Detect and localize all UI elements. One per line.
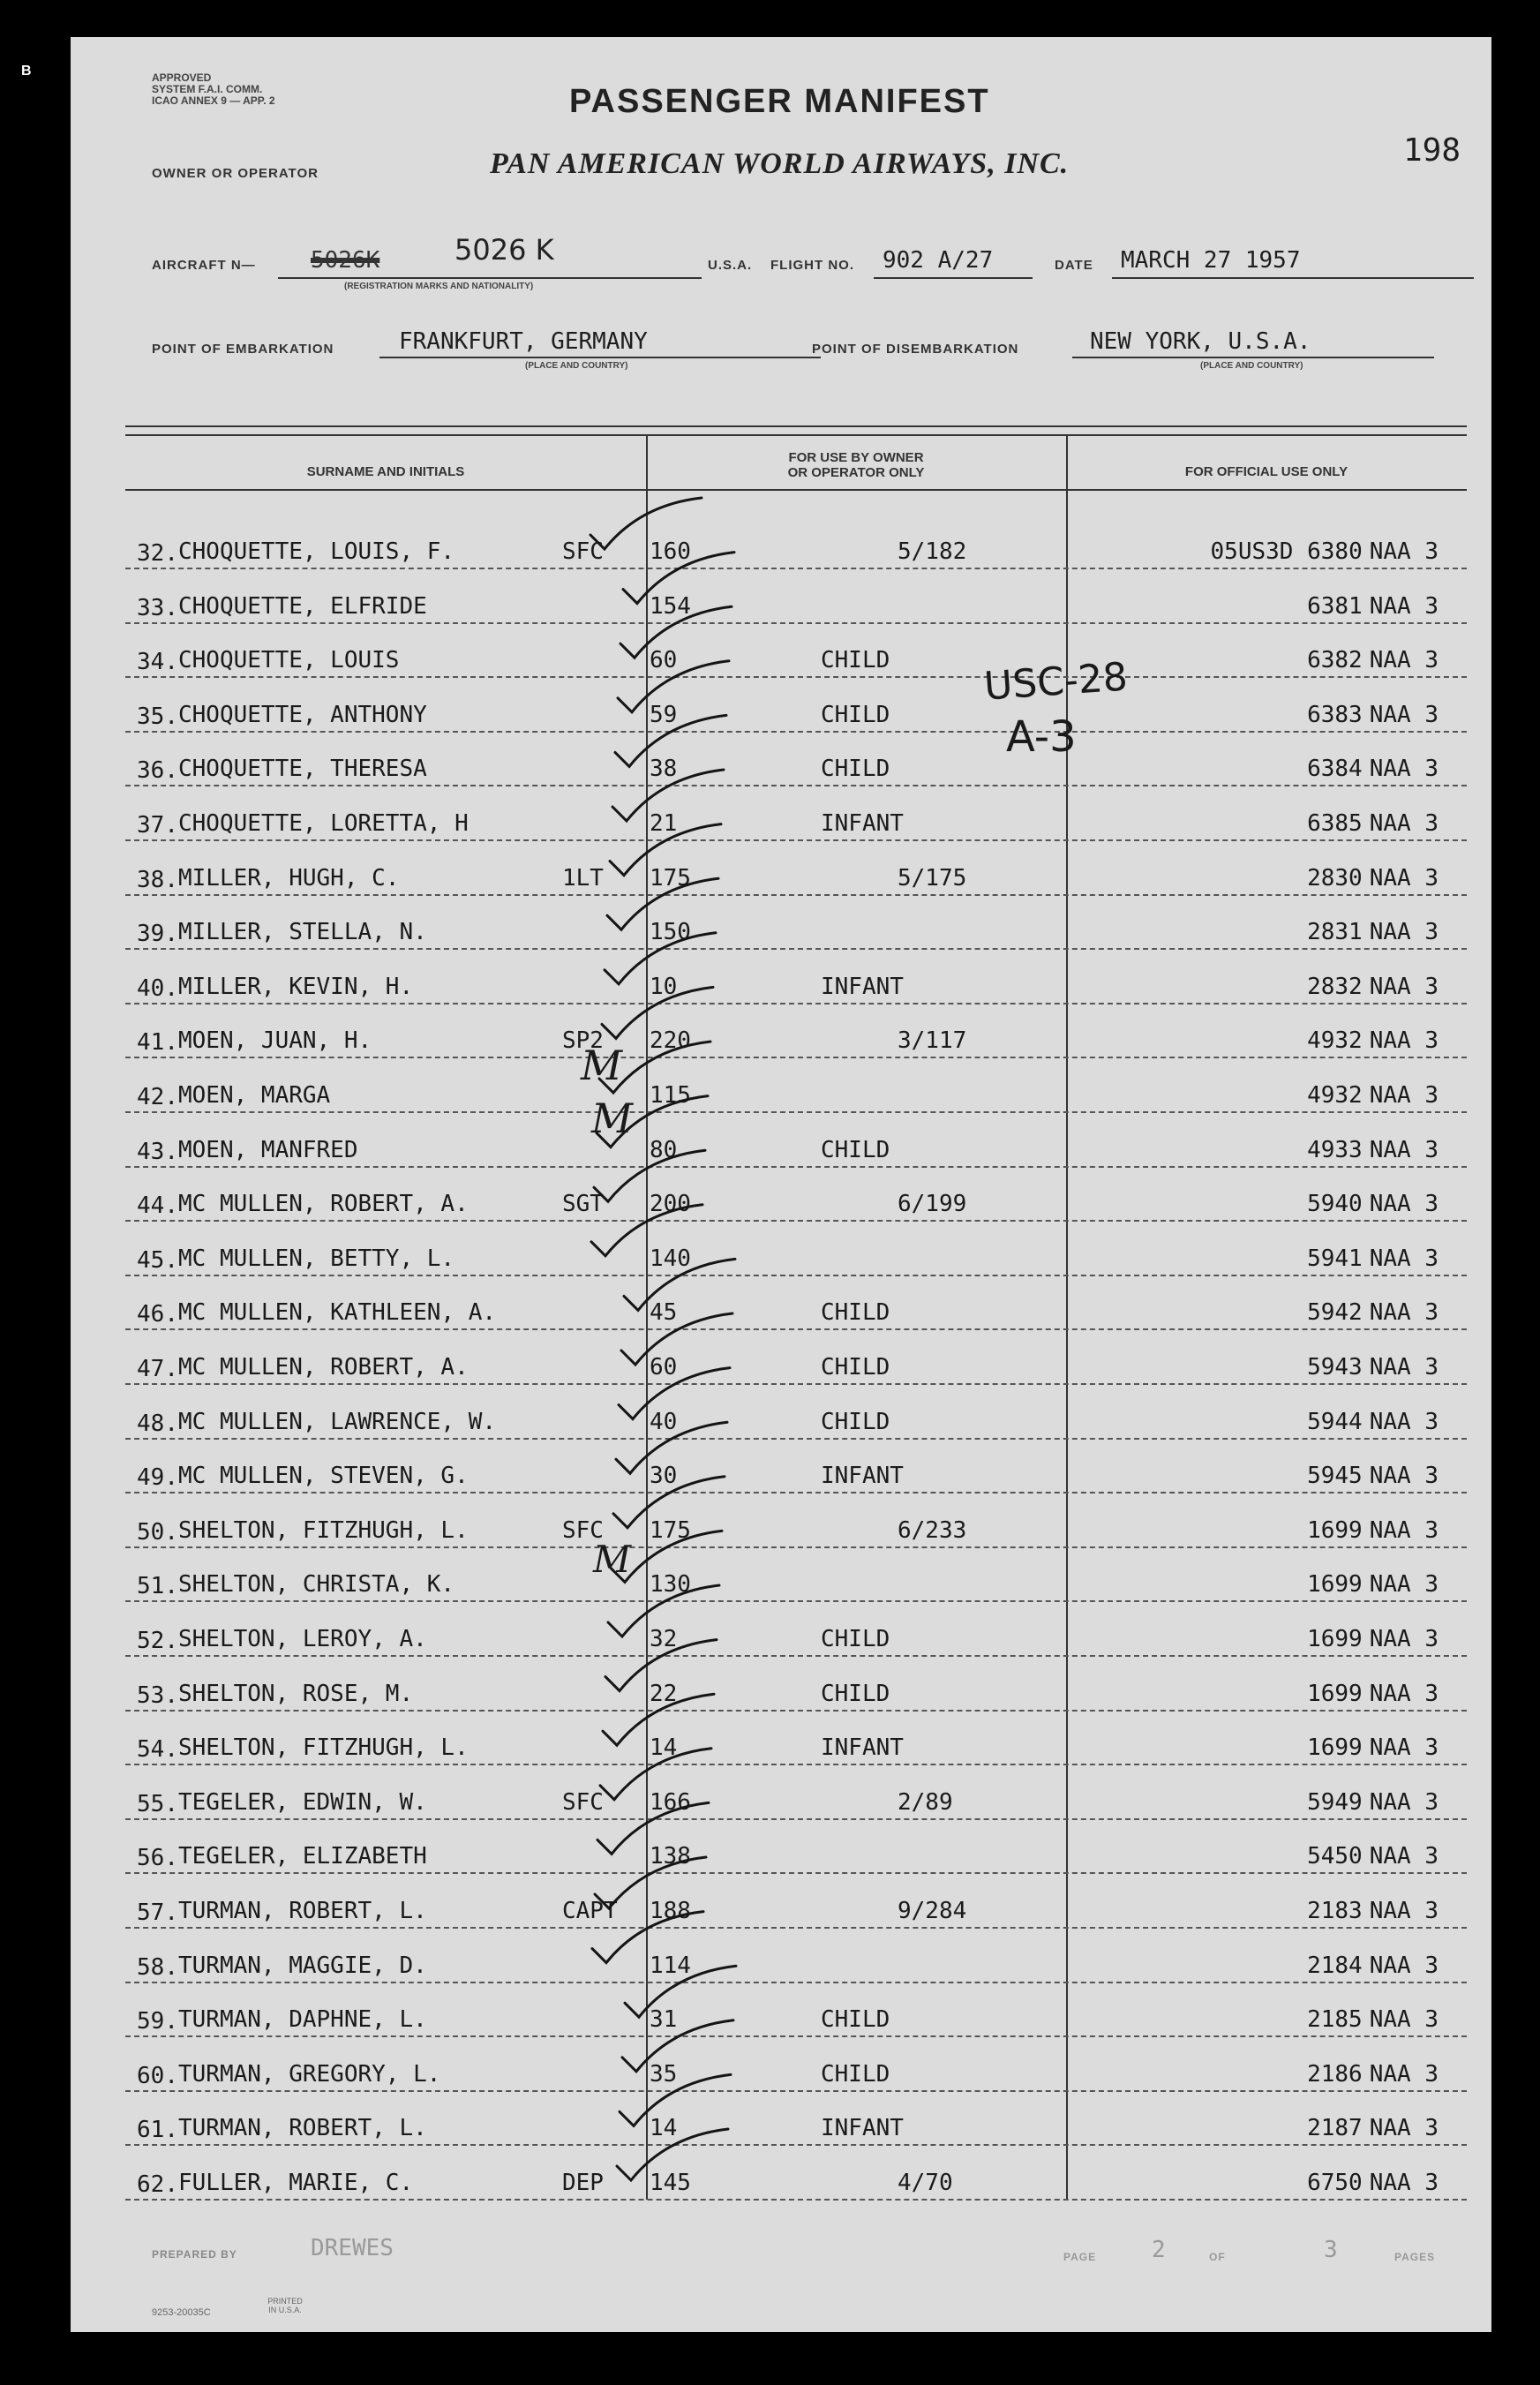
official-code: 1699 bbox=[1307, 1734, 1363, 1762]
column-header-official: FOR OFFICIAL USE ONLY bbox=[1184, 464, 1348, 479]
handwritten-mark: M bbox=[591, 1095, 634, 1142]
official-code: 2186 bbox=[1307, 2060, 1363, 2088]
check-mark-icon bbox=[602, 987, 713, 1038]
row-number: 51. bbox=[137, 1573, 178, 1600]
check-mark-icon bbox=[595, 1857, 706, 1908]
passenger-name: MC MULLEN, BETTY, L. bbox=[178, 1245, 455, 1272]
official-naa: NAA 3 bbox=[1369, 864, 1439, 892]
passenger-name: SHELTON, FITZHUGH, L. bbox=[178, 1516, 469, 1544]
row-number: 44. bbox=[137, 1192, 178, 1220]
passenger-name: CHOQUETTE, ELFRIDE bbox=[178, 592, 427, 620]
passenger-weight: 115 bbox=[650, 1082, 691, 1109]
official-code: 2184 bbox=[1307, 1952, 1363, 1979]
flight-label: FLIGHT NO. bbox=[770, 258, 854, 273]
row-number: 35. bbox=[137, 703, 178, 730]
official-code: 2185 bbox=[1307, 2006, 1363, 2034]
embark-caption: (PLACE AND COUNTRY) bbox=[525, 361, 628, 371]
row-number: 53. bbox=[137, 1682, 178, 1709]
check-mark-icon bbox=[603, 1694, 714, 1745]
official-code: 4933 bbox=[1307, 1136, 1363, 1163]
passenger-category: CHILD bbox=[821, 1354, 890, 1381]
official-naa: NAA 3 bbox=[1369, 538, 1439, 565]
row-number: 55. bbox=[137, 1790, 178, 1817]
check-mark-icon bbox=[620, 606, 732, 658]
check-mark-icon bbox=[619, 1368, 730, 1419]
passenger-category: CHILD bbox=[821, 701, 890, 728]
official-code: 05US3D 6380 bbox=[1210, 538, 1363, 565]
passenger-category: CHILD bbox=[821, 647, 890, 674]
passenger-name: TURMAN, ROBERT, L. bbox=[178, 1898, 427, 1924]
row-number: 54. bbox=[137, 1736, 178, 1764]
row-number: 57. bbox=[137, 1900, 178, 1926]
passenger-rank: SFC bbox=[562, 1788, 604, 1816]
official-naa: NAA 3 bbox=[1369, 1299, 1439, 1327]
row-number: 61. bbox=[137, 2117, 178, 2144]
passenger-name: TURMAN, GREGORY, L. bbox=[178, 2060, 441, 2088]
check-mark-icon bbox=[623, 553, 734, 604]
aircraft-handwritten: 5026 K bbox=[454, 233, 554, 267]
row-number: 32. bbox=[137, 540, 178, 567]
official-code: 4932 bbox=[1307, 1027, 1363, 1055]
flight-number: 902 A/27 bbox=[883, 247, 994, 274]
disembark-value: NEW YORK, U.S.A. bbox=[1090, 328, 1311, 355]
official-code: 5940 bbox=[1307, 1191, 1363, 1218]
disembark-label: POINT OF DISEMBARKATION bbox=[812, 342, 1019, 357]
official-naa: NAA 3 bbox=[1369, 1626, 1439, 1652]
passenger-name: MC MULLEN, ROBERT, A. bbox=[178, 1354, 469, 1381]
passenger-rank: DEP bbox=[562, 2170, 604, 2196]
handwritten-mark: M bbox=[593, 1538, 632, 1581]
passenger-category: CHILD bbox=[821, 1299, 890, 1327]
row-number: 34. bbox=[137, 649, 178, 676]
row-number: 41. bbox=[137, 1029, 178, 1057]
row-number: 48. bbox=[137, 1410, 178, 1437]
row-number: 46. bbox=[137, 1301, 178, 1328]
passenger-category: INFANT bbox=[821, 810, 904, 837]
passenger-weight: 35 bbox=[650, 2060, 678, 2088]
check-mark-icon bbox=[605, 1640, 717, 1691]
passenger-category: INFANT bbox=[821, 973, 904, 1000]
official-naa: NAA 3 bbox=[1369, 701, 1439, 728]
print-stamp: PRINTED IN U.S.A. bbox=[267, 2297, 303, 2314]
passenger-weight: 150 bbox=[650, 919, 691, 946]
official-code: 1699 bbox=[1307, 1571, 1363, 1599]
row-number: 42. bbox=[137, 1084, 178, 1110]
approved-line: SYSTEM F.A.I. COMM. bbox=[152, 83, 263, 95]
passenger-weight: 160 bbox=[650, 538, 691, 565]
page-total: 3 bbox=[1324, 2237, 1338, 2263]
passenger-name: TURMAN, ROBERT, L. bbox=[178, 2115, 427, 2142]
row-number: 52. bbox=[137, 1628, 178, 1654]
official-naa: NAA 3 bbox=[1369, 2006, 1439, 2034]
passenger-weight: 31 bbox=[650, 2006, 678, 2034]
row-number: 58. bbox=[137, 1953, 178, 1981]
official-naa: NAA 3 bbox=[1369, 1516, 1439, 1544]
approved-line: ICAO ANNEX 9 — APP. 2 bbox=[152, 94, 275, 107]
page-of-label: OF bbox=[1209, 2251, 1226, 2263]
official-code: 5941 bbox=[1307, 1245, 1363, 1272]
passenger-weight: 154 bbox=[650, 592, 691, 620]
handwritten-usc-sub: A-3 bbox=[1006, 712, 1077, 762]
official-naa: NAA 3 bbox=[1369, 2115, 1439, 2142]
passenger-name: MC MULLEN, LAWRENCE, W. bbox=[178, 1408, 497, 1435]
row-number: 47. bbox=[137, 1356, 178, 1382]
official-code: 5942 bbox=[1307, 1299, 1363, 1327]
row-number: 38. bbox=[137, 866, 178, 893]
check-mark-icon bbox=[617, 2129, 728, 2180]
official-naa: NAA 3 bbox=[1369, 592, 1439, 620]
passenger-baggage: 5/182 bbox=[898, 538, 967, 565]
passenger-name: CHOQUETTE, THERESA bbox=[178, 756, 427, 783]
embark-value: FRANKFURT, GERMANY bbox=[399, 328, 648, 355]
passenger-weight: 220 bbox=[650, 1027, 691, 1055]
passenger-weight: 130 bbox=[650, 1571, 691, 1599]
passenger-name: SHELTON, LEROY, A. bbox=[178, 1626, 427, 1652]
official-code: 5943 bbox=[1307, 1354, 1363, 1381]
embark-label: POINT OF EMBARKATION bbox=[152, 342, 334, 357]
passenger-weight: 80 bbox=[650, 1136, 678, 1163]
passenger-baggage: 4/70 bbox=[898, 2170, 953, 2196]
aircraft-struck: 5026K bbox=[311, 247, 380, 274]
passenger-weight: 38 bbox=[650, 756, 678, 783]
handwritten-marks bbox=[71, 37, 1491, 2332]
passenger-rank: SGT bbox=[562, 1191, 604, 1218]
official-naa: NAA 3 bbox=[1369, 1571, 1439, 1599]
pages-label: PAGES bbox=[1394, 2251, 1436, 2263]
prepared-by-label: PREPARED BY bbox=[152, 2248, 237, 2261]
passenger-category: CHILD bbox=[821, 756, 890, 783]
official-naa: NAA 3 bbox=[1369, 919, 1439, 946]
official-code: 6381 bbox=[1307, 592, 1363, 620]
passenger-weight: 45 bbox=[650, 1299, 678, 1327]
official-naa: NAA 3 bbox=[1369, 1734, 1439, 1762]
official-code: 2832 bbox=[1307, 973, 1363, 1000]
passenger-baggage: 6/233 bbox=[898, 1516, 967, 1544]
official-naa: NAA 3 bbox=[1369, 2170, 1439, 2196]
handwritten-usc-code: USC-28 bbox=[982, 654, 1130, 710]
passenger-weight: 32 bbox=[650, 1626, 678, 1652]
official-naa: NAA 3 bbox=[1369, 1082, 1439, 1109]
passenger-name: CHOQUETTE, LORETTA, H bbox=[178, 810, 469, 837]
passenger-category: CHILD bbox=[821, 1680, 890, 1707]
check-mark-icon bbox=[597, 1802, 709, 1854]
airline-name: PAN AMERICAN WORLD AIRWAYS, INC. bbox=[490, 147, 1070, 180]
row-number: 33. bbox=[137, 594, 178, 621]
official-naa: NAA 3 bbox=[1369, 1408, 1439, 1435]
passenger-name: MOEN, MANFRED bbox=[178, 1136, 358, 1163]
passenger-rank: SFC bbox=[562, 1516, 604, 1544]
manifest-sheet bbox=[21, 37, 1491, 2332]
official-naa: NAA 3 bbox=[1369, 2060, 1439, 2088]
official-code: 1699 bbox=[1307, 1516, 1363, 1544]
check-mark-icon bbox=[615, 715, 726, 766]
official-code: 5949 bbox=[1307, 1788, 1363, 1816]
passenger-category: CHILD bbox=[821, 2006, 890, 2034]
check-mark-icon bbox=[594, 1150, 705, 1201]
official-code: 6384 bbox=[1307, 756, 1363, 783]
passenger-baggage: 3/117 bbox=[898, 1027, 967, 1055]
passenger-weight: 175 bbox=[650, 1516, 691, 1544]
passenger-name: MILLER, HUGH, C. bbox=[178, 864, 400, 892]
passenger-weight: 40 bbox=[650, 1408, 678, 1435]
row-number: 36. bbox=[137, 757, 178, 785]
official-naa: NAA 3 bbox=[1369, 647, 1439, 674]
passenger-weight: 200 bbox=[650, 1191, 691, 1218]
passenger-name: MC MULLEN, STEVEN, G. bbox=[178, 1463, 469, 1490]
official-naa: NAA 3 bbox=[1369, 1680, 1439, 1707]
row-number: 56. bbox=[137, 1845, 178, 1872]
check-mark-icon bbox=[591, 1205, 702, 1256]
passenger-category: CHILD bbox=[821, 2060, 890, 2088]
official-code: 6382 bbox=[1307, 647, 1363, 674]
official-naa: NAA 3 bbox=[1369, 973, 1439, 1000]
official-code: 6750 bbox=[1307, 2170, 1363, 2196]
column-header-owner-line: OR OPERATOR ONLY bbox=[787, 465, 925, 480]
passenger-weight: 140 bbox=[650, 1245, 691, 1272]
official-code: 1699 bbox=[1307, 1680, 1363, 1707]
official-code: 6383 bbox=[1307, 701, 1363, 728]
passenger-name: MC MULLEN, ROBERT, A. bbox=[178, 1191, 469, 1218]
column-header-owner-line: FOR USE BY OWNER bbox=[788, 450, 924, 465]
passenger-name: MC MULLEN, KATHLEEN, A. bbox=[178, 1299, 497, 1327]
passenger-weight: 21 bbox=[650, 810, 678, 837]
passenger-name: MOEN, MARGA bbox=[178, 1082, 331, 1109]
check-mark-icon bbox=[620, 2074, 731, 2125]
passenger-name: SHELTON, ROSE, M. bbox=[178, 1680, 414, 1707]
check-mark-icon bbox=[608, 1585, 719, 1636]
passenger-name: FULLER, MARIE, C. bbox=[178, 2170, 414, 2196]
aircraft-label: AIRCRAFT N— bbox=[152, 258, 256, 273]
official-code: 2830 bbox=[1307, 864, 1363, 892]
passenger-name: TEGELER, EDWIN, W. bbox=[178, 1788, 427, 1816]
official-code: 4932 bbox=[1307, 1082, 1363, 1109]
check-mark-icon bbox=[616, 1422, 727, 1473]
column-header-surname: SURNAME AND INITIALS bbox=[306, 464, 465, 479]
official-naa: NAA 3 bbox=[1369, 1354, 1439, 1381]
official-code: 5945 bbox=[1307, 1463, 1363, 1490]
row-number: 60. bbox=[137, 2062, 178, 2089]
passenger-weight: 22 bbox=[650, 1680, 678, 1707]
registration-caption: (REGISTRATION MARKS AND NATIONALITY) bbox=[344, 282, 534, 291]
passenger-category: INFANT bbox=[821, 1734, 904, 1762]
check-mark-icon bbox=[624, 1259, 735, 1310]
official-code: 5450 bbox=[1307, 1843, 1363, 1870]
passenger-name: MILLER, STELLA, N. bbox=[178, 919, 427, 946]
passenger-category: CHILD bbox=[821, 1408, 890, 1435]
official-code: 2183 bbox=[1307, 1898, 1363, 1924]
corner-mark: B bbox=[21, 64, 33, 79]
row-number: 45. bbox=[137, 1246, 178, 1274]
official-naa: NAA 3 bbox=[1369, 1788, 1439, 1816]
passenger-weight: 60 bbox=[650, 647, 678, 674]
row-number: 43. bbox=[137, 1138, 178, 1165]
handwritten-mark: M bbox=[581, 1042, 623, 1089]
passenger-weight: 166 bbox=[650, 1788, 691, 1816]
row-number: 62. bbox=[137, 2171, 178, 2198]
passenger-rank: SP2 bbox=[562, 1027, 604, 1055]
passenger-name: SHELTON, FITZHUGH, L. bbox=[178, 1734, 469, 1762]
row-number: 40. bbox=[137, 974, 178, 1002]
official-code: 5944 bbox=[1307, 1408, 1363, 1435]
page-label: PAGE bbox=[1063, 2251, 1097, 2263]
passenger-name: MILLER, KEVIN, H. bbox=[178, 973, 414, 1000]
check-mark-icon bbox=[607, 878, 718, 929]
passenger-name: TURMAN, MAGGIE, D. bbox=[178, 1952, 427, 1979]
check-mark-icon bbox=[600, 1749, 711, 1800]
official-naa: NAA 3 bbox=[1369, 1191, 1439, 1218]
passenger-category: CHILD bbox=[821, 1626, 890, 1652]
passenger-baggage: 2/89 bbox=[898, 1788, 953, 1816]
row-number: 50. bbox=[137, 1518, 178, 1546]
passenger-weight: 10 bbox=[650, 973, 678, 1000]
passenger-weight: 14 bbox=[650, 1734, 678, 1762]
page-title: PASSENGER MANIFEST bbox=[569, 83, 990, 120]
official-naa: NAA 3 bbox=[1369, 1136, 1439, 1163]
flight-date: MARCH 27 1957 bbox=[1121, 247, 1301, 274]
official-naa: NAA 3 bbox=[1369, 756, 1439, 783]
check-mark-icon bbox=[613, 1477, 725, 1528]
form-code: 9253-20035C bbox=[152, 2307, 211, 2318]
passenger-weight: 138 bbox=[650, 1843, 691, 1870]
approved-line: APPROVED bbox=[152, 71, 212, 84]
passenger-weight: 60 bbox=[650, 1354, 678, 1381]
passenger-name: TURMAN, DAPHNE, L. bbox=[178, 2006, 427, 2034]
passenger-name: CHOQUETTE, ANTHONY bbox=[178, 701, 427, 728]
passenger-rank: SFC bbox=[562, 538, 604, 565]
official-naa: NAA 3 bbox=[1369, 1463, 1439, 1490]
passenger-name: SHELTON, CHRISTA, K. bbox=[178, 1571, 455, 1599]
official-code: 2187 bbox=[1307, 2115, 1363, 2142]
official-naa: NAA 3 bbox=[1369, 810, 1439, 837]
official-code: 2831 bbox=[1307, 919, 1363, 946]
passenger-baggage: 6/199 bbox=[898, 1191, 967, 1218]
row-number: 49. bbox=[137, 1464, 178, 1492]
passenger-rank: 1LT bbox=[562, 864, 604, 892]
passenger-baggage: 9/284 bbox=[898, 1898, 967, 1924]
passenger-weight: 30 bbox=[650, 1463, 678, 1490]
check-mark-icon bbox=[605, 933, 716, 984]
passenger-rank: CAPT bbox=[562, 1898, 618, 1924]
row-number: 37. bbox=[137, 812, 178, 839]
check-mark-icon bbox=[590, 498, 702, 549]
official-code: 1699 bbox=[1307, 1626, 1363, 1652]
check-mark-icon bbox=[622, 2020, 733, 2072]
passenger-name: CHOQUETTE, LOUIS bbox=[178, 647, 400, 674]
passenger-name: MOEN, JUAN, H. bbox=[178, 1027, 372, 1055]
disembark-caption: (PLACE AND COUNTRY) bbox=[1200, 361, 1303, 371]
check-mark-icon bbox=[618, 661, 729, 712]
passenger-name: CHOQUETTE, LOUIS, F. bbox=[178, 538, 455, 565]
check-mark-icon bbox=[592, 1912, 703, 1963]
passenger-name: TEGELER, ELIZABETH bbox=[178, 1843, 427, 1870]
passenger-category: CHILD bbox=[821, 1136, 890, 1163]
passenger-baggage: 5/175 bbox=[898, 864, 967, 892]
passenger-weight: 175 bbox=[650, 864, 691, 892]
row-number: 39. bbox=[137, 921, 178, 948]
prepared-by: DREWES bbox=[311, 2235, 394, 2261]
row-number: 59. bbox=[137, 2008, 178, 2035]
official-naa: NAA 3 bbox=[1369, 1898, 1439, 1924]
passenger-weight: 114 bbox=[650, 1952, 691, 1979]
check-mark-icon bbox=[612, 770, 724, 821]
owner-label: OWNER OR OPERATOR bbox=[152, 166, 319, 181]
passenger-weight: 188 bbox=[650, 1898, 691, 1924]
passenger-category: INFANT bbox=[821, 2115, 904, 2142]
check-mark-icon bbox=[625, 1966, 736, 2017]
official-naa: NAA 3 bbox=[1369, 1843, 1439, 1870]
date-label: DATE bbox=[1055, 258, 1093, 273]
official-naa: NAA 3 bbox=[1369, 1027, 1439, 1055]
passenger-weight: 59 bbox=[650, 701, 678, 728]
passenger-category: INFANT bbox=[821, 1463, 904, 1490]
check-mark-icon bbox=[621, 1313, 732, 1365]
passenger-weight: 14 bbox=[650, 2115, 678, 2142]
page-current: 2 bbox=[1152, 2237, 1166, 2263]
check-mark-icon bbox=[610, 824, 721, 876]
passenger-weight: 145 bbox=[650, 2170, 691, 2196]
usa-label: U.S.A. bbox=[708, 258, 753, 273]
official-naa: NAA 3 bbox=[1369, 1245, 1439, 1272]
official-code: 6385 bbox=[1307, 810, 1363, 837]
official-naa: NAA 3 bbox=[1369, 1952, 1439, 1979]
page-number: 198 bbox=[1403, 132, 1461, 169]
